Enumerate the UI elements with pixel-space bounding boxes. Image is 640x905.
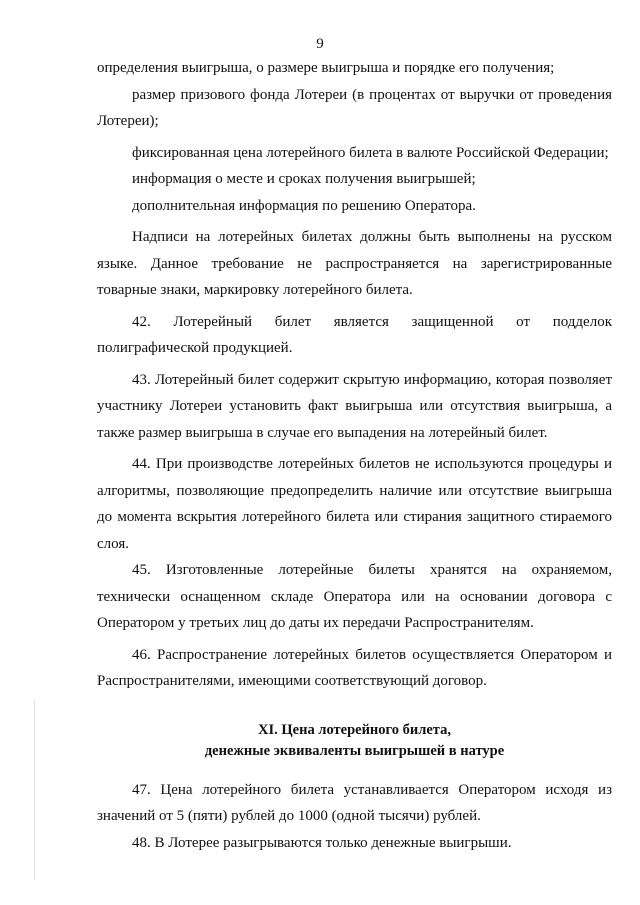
paragraph-42: 42. Лотерейный билет является защищенной от подделок полиграфической продукцией. bbox=[97, 313, 612, 356]
document-body bbox=[97, 55, 612, 856]
page-number: 9 bbox=[316, 36, 324, 52]
paragraph-russian-language: Надписи на лотерейных билетах должны быть выполнены на русском языке. Данное требование не распространяется на зарегистрированные товарные знаки, маркировку лотерейного билета. bbox=[97, 229, 612, 298]
paragraph-fixed-price: фиксированная цена лотерейного билета в валюте Российской Федерации; bbox=[132, 144, 609, 161]
paragraph-43: 43. Лотерейный билет содержит скрытую информацию, которая позволяет участнику Лотереи установить факт выигрыша или отсутствия выигрыша, а также размер выигрыша в случае его выпадения на лотерейный билет. bbox=[97, 371, 612, 441]
paragraph-46: 46. Распространение лотерейных билетов осуществляется Оператором и Распространителями, имеющими соответствующий договор. bbox=[97, 646, 612, 689]
section-heading-line-1: XI. Цена лотерейного билета, bbox=[258, 721, 451, 738]
paragraph-47: 47. Цена лотерейного билета устанавливается Оператором исходя из значений от 5 (пяти) рублей до 1000 (одной тысячи) рублей. bbox=[97, 781, 612, 824]
paragraph-48: 48. В Лотерее разыгрываются только денежные выигрыши. bbox=[132, 834, 512, 851]
paragraph-place-terms: информация о месте и сроках получения выигрышей; bbox=[132, 171, 476, 187]
paragraph-additional-info: дополнительная информация по решению Оператора. bbox=[132, 197, 476, 214]
section-heading bbox=[97, 720, 612, 762]
paragraph-45: 45. Изготовленные лотерейные билеты хранятся на охраняемом, технически оснащенном складе Оператора или на основании договора с Оператором у третьих лиц до даты их передачи Распространителям. bbox=[97, 562, 612, 631]
paragraph-44: 44. При производстве лотерейных билетов не используются процедуры и алгоритмы, позволяющие предопределить наличие или отсутствие выигрыша до момента вскрытия лотерейного билета или стирания защитного стираемого слоя. bbox=[97, 456, 612, 552]
paragraph-prize-determination: определения выигрыша, о размере выигрыша и порядке его получения; bbox=[97, 60, 555, 76]
scan-margin-line bbox=[34, 700, 35, 880]
paragraph-prize-fund: размер призового фонда Лотереи (в процентах от выручки от проведения Лотереи); bbox=[97, 86, 612, 129]
section-heading-line-2: денежные эквиваленты выигрышей в натуре bbox=[204, 742, 505, 759]
